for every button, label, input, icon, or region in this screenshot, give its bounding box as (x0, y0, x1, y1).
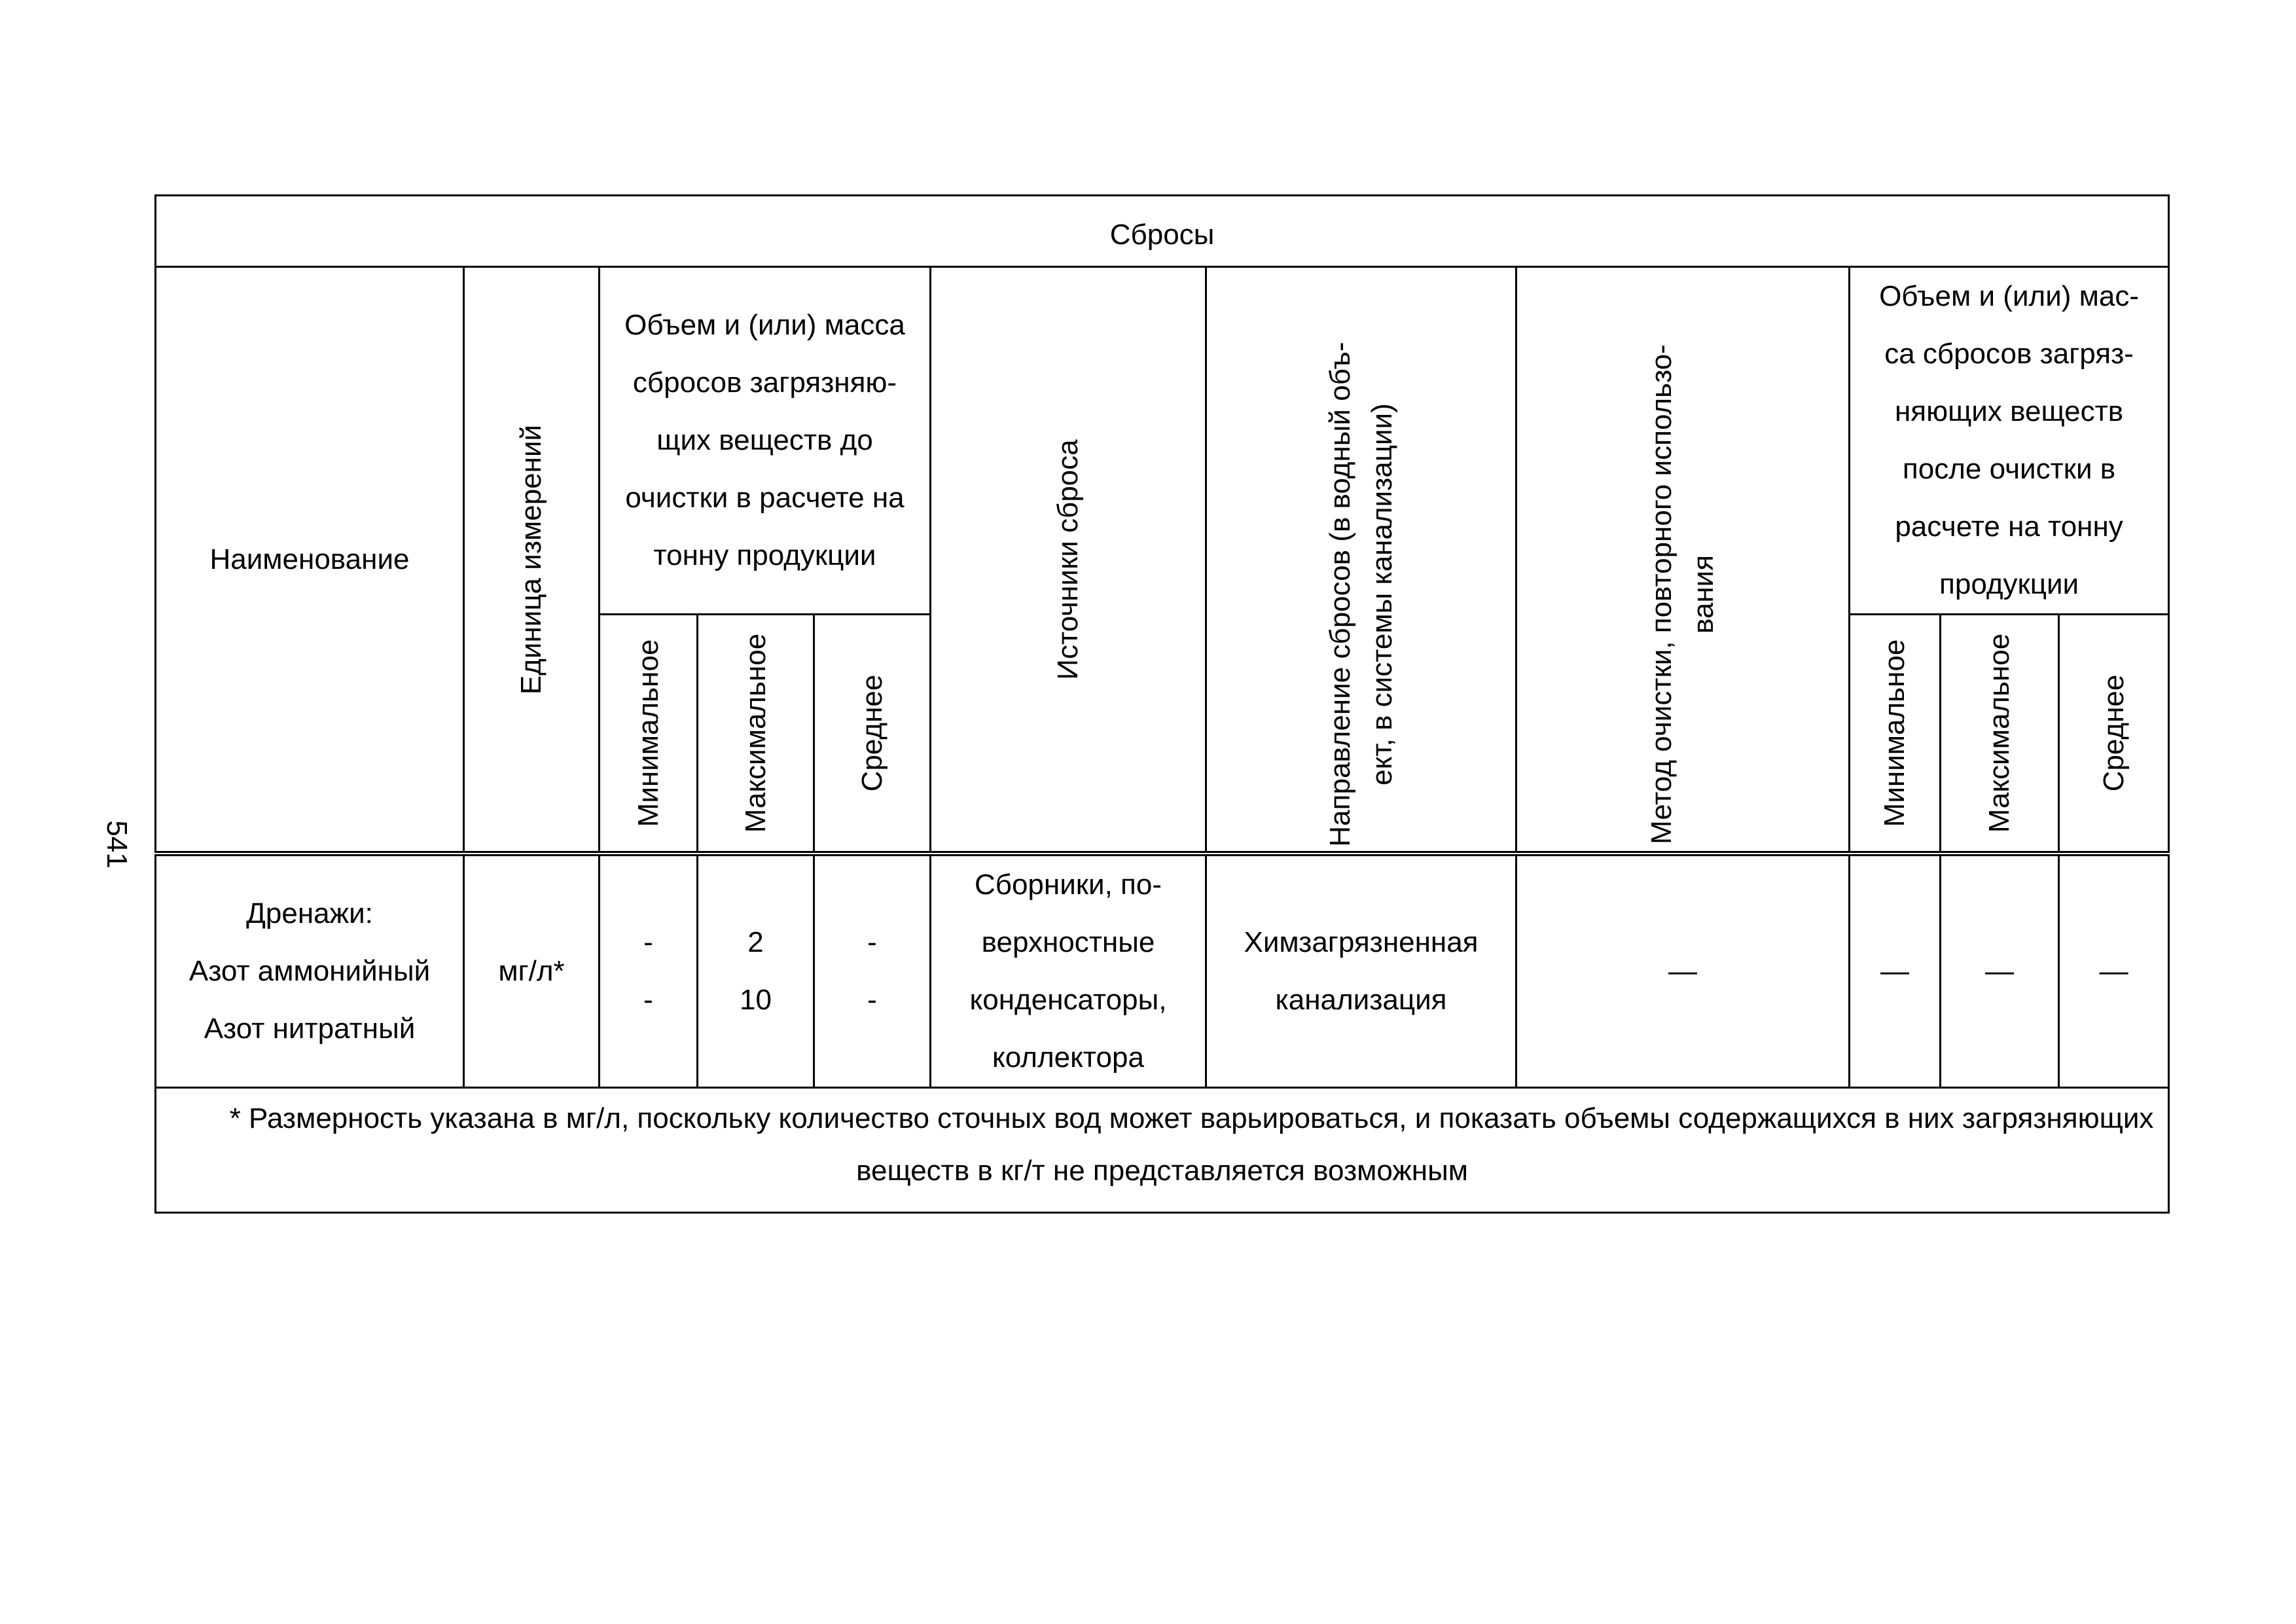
header-after-group-line-1: Объем и (или) мас- (1879, 280, 2140, 312)
sources-line-3: конденсаторы, (969, 984, 1167, 1016)
cell-method: — (1516, 854, 1850, 1088)
header-direction-line-1: Направление сбросов (в водный объ- (1323, 342, 1356, 847)
header-after-group-line-4: после очистки в (1902, 453, 2116, 485)
header-before-group-line-4: очистки в расчете на (625, 482, 905, 514)
sources-line-2: верхностные (981, 926, 1155, 958)
header-method-text (1641, 344, 1725, 844)
header-direction-line-2: ект, в системы канализации) (1365, 403, 1398, 785)
cell-after-avg: — (2059, 854, 2169, 1088)
before-min-2: - (643, 984, 653, 1016)
cell-sources (931, 854, 1206, 1088)
header-before-group-line-3: щих веществ до (656, 424, 873, 456)
header-after-max (1941, 615, 2059, 854)
header-before-group (600, 267, 931, 615)
before-max-1: 2 (747, 926, 764, 958)
name-line-1: Дренажи: (246, 897, 373, 929)
cell-before-min (600, 854, 698, 1088)
header-sources-text: Источники сброса (1052, 439, 1084, 680)
cell-after-max: — (1941, 854, 2059, 1088)
header-direction-text (1319, 342, 1403, 846)
header-before-max (698, 615, 814, 854)
before-avg-1: - (867, 926, 877, 958)
page-number: 541 (101, 820, 133, 869)
cell-before-avg (814, 854, 931, 1088)
footnote-cell (156, 1088, 2169, 1213)
header-unit-text: Единица измерений (515, 424, 547, 695)
header-after-group-line-6: продукции (1939, 568, 2079, 600)
table-row (156, 854, 2169, 1088)
header-after-group-line-5: расчете на тонну (1895, 511, 2123, 543)
header-before-avg (814, 615, 931, 854)
discharges-table (154, 194, 2170, 1214)
header-before-avg-text: Среднее (855, 674, 888, 792)
header-before-max-text: Максимальное (739, 633, 772, 833)
cell-after-min: — (1850, 854, 1941, 1088)
header-after-max-text: Максимальное (1983, 633, 2015, 833)
header-after-group-line-2: са сбросов загряз- (1884, 338, 2134, 370)
before-min-1: - (643, 926, 653, 958)
header-sources (931, 267, 1206, 854)
header-unit (464, 267, 600, 854)
cell-before-max (698, 854, 814, 1088)
name-line-2: Азот аммонийный (188, 955, 431, 987)
header-after-min-text: Минимальное (1878, 639, 1910, 827)
header-before-group-line-2: сбросов загрязняю- (632, 367, 897, 399)
header-before-group-line-5: тонну продукции (653, 539, 876, 571)
header-after-group-lines (1857, 268, 2161, 613)
before-avg-2: - (867, 984, 877, 1016)
header-method-line-1: Метод очистки, повторного использо- (1645, 344, 1677, 844)
header-after-group (1850, 267, 2169, 615)
header-direction (1206, 267, 1516, 854)
header-before-min (600, 615, 698, 854)
name-line-3: Азот нитратный (204, 1013, 416, 1045)
cell-direction (1206, 854, 1516, 1088)
header-before-group-lines (607, 297, 923, 585)
header-before-min-text: Минимальное (632, 639, 664, 827)
direction-line-1: Химзагрязненная (1244, 926, 1479, 958)
header-after-avg-text: Среднее (2097, 674, 2130, 792)
direction-line-2: канализация (1275, 984, 1447, 1016)
header-after-min (1850, 615, 1941, 854)
footnote: * Размерность указана в мг/л, поскольку количество сточных вод может варьироваться, и показать объемы содержащихся в них загрязняющих веществ в кг/т не представляется возможным (229, 1102, 2154, 1187)
sources-line-1: Сборники, по- (974, 869, 1162, 901)
cell-unit: мг/л* (464, 854, 600, 1088)
header-after-avg (2059, 615, 2169, 854)
header-after-group-line-3: няющих веществ (1894, 395, 2124, 427)
sources-line-4: коллектора (992, 1041, 1144, 1074)
before-max-2: 10 (740, 984, 772, 1016)
header-name: Наименование (156, 267, 464, 854)
table-title: Сбросы (156, 196, 2169, 267)
header-before-group-line-1: Объем и (или) масса (624, 309, 905, 341)
cell-names (156, 854, 464, 1088)
header-method-line-2: вания (1687, 554, 1719, 634)
header-method (1516, 267, 1850, 854)
